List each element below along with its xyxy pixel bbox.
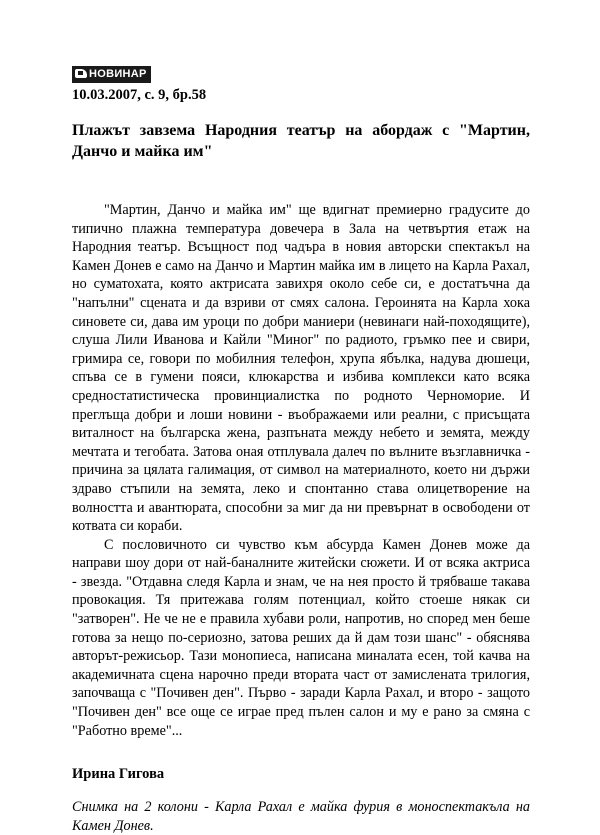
- logo-icon: [75, 69, 87, 78]
- article-page: [72, 64, 530, 835]
- source-line: 10.03.2007, с. 9, бр.58: [72, 87, 207, 103]
- paragraph-1: "Мартин, Данчо и майка им" ще вдигнат премиерно градусите до типично плажна температура довечера в Зала на четвъртия етаж на Народния театър. Всъщност под чадъра в новия авторски спектакъл на Камен Донев е само на Данчо и Мартин майка им в лицето на Карла Рахал, но суматохата, която актрисата завихря около себе си, е достатъчна да "напълни" сцената и да взриви от смях салона. Героинята на Карла хока синовете си, дава им уроци по добри маниери (невинаги най-походящите), слуша Лили Иванова и Кайли "Миног" по радиото, гръмко пее и свири, гримира се, говори по мобилния телефон, хрупа ябълка, надува дюшеци, спъва се в гумени пояси, клюкарства и избива комплекси като всяка средностатистическа провинциалистка по родното Черноморие. И преглъща добри и лоши новини - въображаеми или реални, с присъщата виталност на българска жена, разпъната между небето и земята, между мечтата и тегобата. Затова оная отплувала далеч по вълните възглавничка - причина за цялата галимация, от символ на материалното, което ни държи здраво стъпили на земята, леко и спонтанно става олицетворение на волността и авантюрата, способни за миг да ни превърнат в освободени от котвата си кораби.: [72, 202, 530, 535]
- photo-caption: Снимка на 2 колони - Карла Рахал е майка фурия в моноспектакъла на Камен Донев.: [72, 799, 530, 834]
- logo-text: НОВИНАР: [89, 68, 147, 80]
- author-name: Ирина Гигова: [72, 766, 165, 783]
- newspaper-logo: [72, 66, 151, 83]
- paragraph-2: С пословичното си чувство към абсурда Камен Донев може да направи шоу дори от най-баналните житейски сюжети. И от всяка актриса - звезда. "Отдавна следя Карла и знам, че на нея просто й трябваше такава провокация. Тя притежава голям потенциал, който стоеше някак си "затворен". Не че не е правила хубави роли, напротив, но според мен беше готова за нещо по-сериозно, затова реших да й дам този шанс" - обяснява авторът-режисьор. Тази монопиеса, написана миналата есен, той качва на академичната сцена нарочно преди втората част от замислената трилогия, започваща с "Почивен ден". Първо - заради Карла Рахал, и второ - защото "Почивен ден" все още се играе пред пълен салон и му е рано за смяна с "Работно време"...: [72, 536, 530, 739]
- article-headline: Плажът завзема Народния театър на абордаж с "Мартин, Данчо и майка им": [72, 122, 530, 160]
- article-body: [72, 201, 530, 740]
